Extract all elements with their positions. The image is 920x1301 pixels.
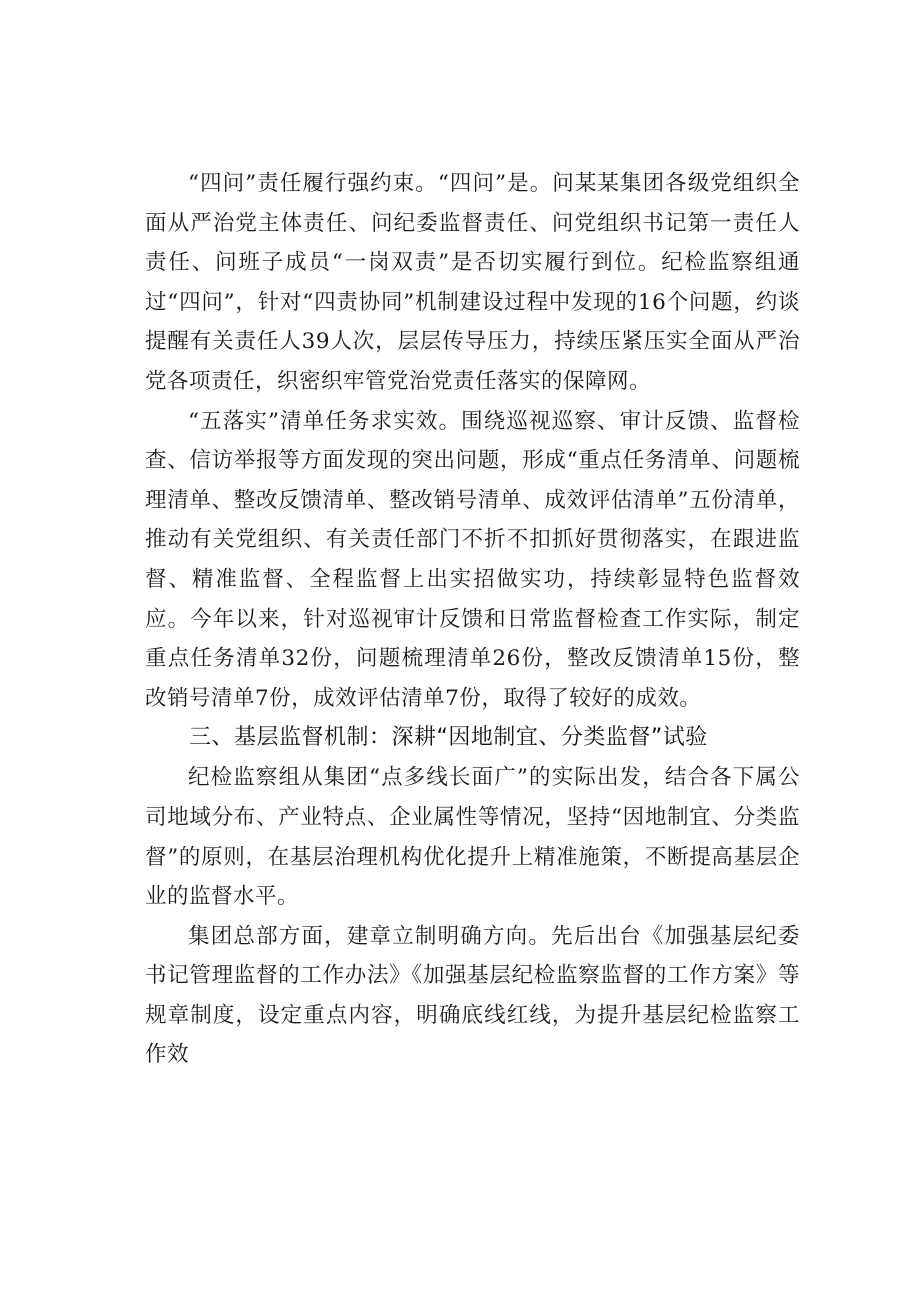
paragraph-grassroots-intro: 纪检监察组从集团“点多线长面广”的实际出发，结合各下属公司地域分布、产业特点、企业属性等情况，坚持“因地制宜、分类监督”的原则，在基层治理机构优化提升上精准施策，不断提高基层企业的监督水平。 <box>145 765 800 910</box>
document-body <box>145 164 800 1075</box>
paragraph-four-questions: “四问”责任履行强约束。“四问”是。问某某集团各级党组织全面从严治党主体责任、问纪委监督责任、问党组织书记第一责任人责任、问班子成员“一岗双责”是否切实履行到位。纪检监察组通过“四问”，针对“四责协同”机制建设过程中发现的16个问题，约谈提醒有关责任人39人次，层层传导压力，持续压紧压实全面从严治党各项责任，织密织牢管党治党责任落实的保障网。 <box>145 171 800 394</box>
paragraph-five-implementations: “五落实”清单任务求实效。围绕巡视巡察、审计反馈、监督检查、信访举报等方面发现的突出问题，形成“重点任务清单、问题梳理清单、整改反馈清单、整改销号清单、成效评估清单”五份清单，推动有关党组织、有关责任部门不折不扣抓好贯彻落实，在跟进监督、精准监督、全程监督上出实招做实功，持续彰显特色监督效应。今年以来，针对巡视审计反馈和日常监督检查工作实际，制定重点任务清单32份，问题梳理清单26份，整改反馈清单15份，整改销号清单7份，成效评估清单7份，取得了较好的成效。 <box>145 408 800 711</box>
paragraph-headquarters: 集团总部方面，建章立制明确方向。先后出台《加强基层纪委书记管理监督的工作办法》《加强基层纪检监察监督的工作方案》等规章制度，设定重点内容，明确底线红线，为提升基层纪检监察工作效 <box>145 923 800 1068</box>
section-heading: 三、基层监督机制：深耕“因地制宜、分类监督”试验 <box>189 725 708 751</box>
